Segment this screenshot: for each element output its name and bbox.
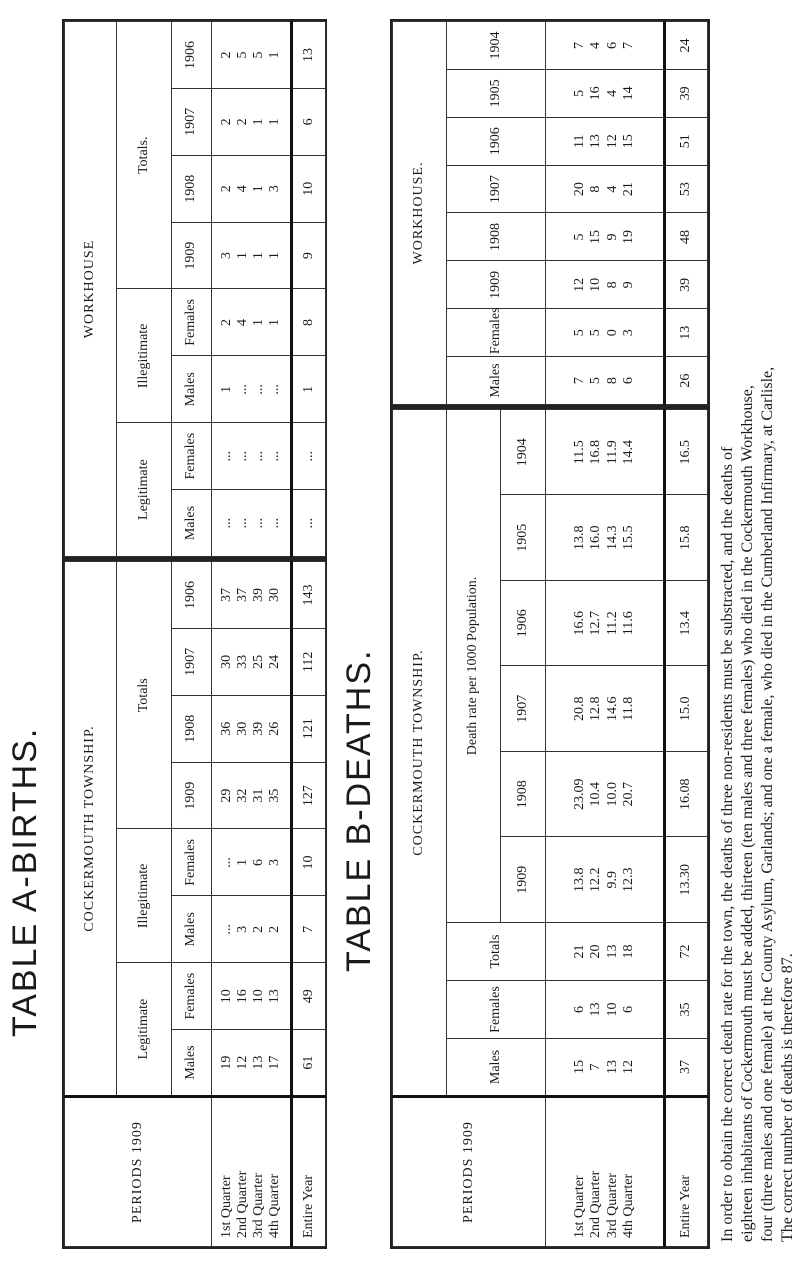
- males-cell: 15 7 13 12: [546, 1039, 665, 1097]
- year-header: 1904: [500, 410, 545, 496]
- entire-total-1907: 6: [292, 88, 326, 155]
- entire-rate-1904: 16.5: [664, 410, 707, 496]
- females-header: Females: [446, 981, 545, 1039]
- totals-header: Totals: [117, 562, 172, 830]
- entire-total-1907: 112: [292, 628, 326, 695]
- year-header: 1907: [446, 165, 545, 213]
- year-header: 1905: [500, 495, 545, 581]
- deaths-workhouse-table: [390, 19, 710, 407]
- entire-1907: 53: [664, 165, 707, 213]
- total-1908-cell: 2 4 1 3: [212, 155, 292, 222]
- illegitimate-females-cell: ... 1 6 3: [212, 829, 292, 896]
- males-cell: 7 5 8 6: [546, 357, 665, 405]
- year-header: 1909: [500, 837, 545, 923]
- totals-cell: 21 20 13 18: [546, 923, 665, 981]
- period-label: 1st Quarter: [218, 1175, 234, 1238]
- total-1906-cell: 2 5 5 1: [212, 22, 292, 89]
- year-1908-cell: 5 15 9 19: [546, 213, 665, 261]
- females-cell: 5 5 0 3: [546, 309, 665, 357]
- births-township-table: [62, 559, 327, 1249]
- entire-total-1906: 143: [292, 562, 326, 629]
- entire-males: 37: [664, 1039, 707, 1097]
- footnote-line: eighteen inhabitants of Cockermouth must be added, thirteen (ten males and three females) who died in the Cockermouth Workhouse,: [739, 385, 756, 1242]
- illegitimate-header: Illegitimate: [117, 289, 172, 423]
- entire-1905: 39: [664, 69, 707, 117]
- total-1907-cell: 2 2 1 1: [212, 88, 292, 155]
- entire-rate-1908: 16.08: [664, 752, 707, 838]
- entire-females: 35: [664, 981, 707, 1039]
- year-header: 1906: [500, 581, 545, 667]
- period-label: 2nd Quarter: [234, 1170, 250, 1238]
- footnote-line: In order to obtain the correct death rate for the town, the deaths of three non-residents must be substracted, and the deaths of: [719, 446, 736, 1242]
- rate-1906-cell: 16.6 12.7 11.2 11.6: [546, 581, 665, 667]
- deaths-township-table: [390, 407, 710, 1249]
- rate-1904-cell: 11.5 16.8 11.9 14.4: [546, 410, 665, 496]
- year-1904-cell: 7 4 6 7: [546, 22, 665, 70]
- rate-1907-cell: 20.8 12.8 14.6 11.8: [546, 666, 665, 752]
- females-header: Females: [446, 309, 545, 357]
- year-header: 1909: [446, 261, 545, 309]
- entire-ill-males: 1: [292, 356, 326, 423]
- footnote-line: four (three males and one female) at the County Asylum, Garlands; and one a female, who died in the Cumberland Infirmary, at Carlisle,: [759, 366, 776, 1242]
- females-header: Females: [172, 963, 212, 1030]
- entire-total-1909: 9: [292, 222, 326, 289]
- totals-header: Totals: [446, 923, 545, 981]
- males-header: Males: [446, 357, 545, 405]
- year-header: 1907: [172, 88, 212, 155]
- year-header: 1908: [172, 695, 212, 762]
- legitimate-males-cell: ... ... ... ...: [212, 490, 292, 557]
- death-rate-header: Death rate per 1000 Population.: [446, 410, 500, 923]
- legitimate-header: Legitimate: [117, 423, 172, 557]
- entire-year-label: Entire Year: [292, 1097, 326, 1247]
- year-1906-cell: 11 13 12 15: [546, 117, 665, 165]
- total-1909-cell: 3 1 1 1: [212, 222, 292, 289]
- year-header: 1906: [172, 562, 212, 629]
- males-header: Males: [172, 356, 212, 423]
- deaths-township-title: COCKERMOUTH TOWNSHIP.: [393, 410, 447, 1097]
- entire-females: 13: [664, 309, 707, 357]
- period-label: 1st Quarter: [572, 1175, 588, 1238]
- period-label: 2nd Quarter: [588, 1170, 604, 1238]
- entire-total-1909: 127: [292, 762, 326, 829]
- entire-1904: 24: [664, 22, 707, 70]
- footnote-line: The correct number of deaths is therefore 87.: [779, 953, 796, 1242]
- entire-ill-females: 8: [292, 289, 326, 356]
- table-b-title: TABLE B-DEATHS.: [340, 648, 378, 972]
- illegitimate-header: Illegitimate: [117, 829, 172, 963]
- periods-header: PERIODS 1909: [65, 1097, 212, 1247]
- entire-totals: 72: [664, 923, 707, 981]
- year-header: 1909: [172, 222, 212, 289]
- males-header: Males: [446, 1039, 545, 1097]
- illegitimate-males-cell: 1 ... ... ...: [212, 356, 292, 423]
- total-1909-cell: 29 32 31 35: [212, 762, 292, 829]
- entire-rate-1906: 13.4: [664, 581, 707, 667]
- rate-1905-cell: 13.8 16.0 14.3 15.5: [546, 495, 665, 581]
- females-header: Females: [172, 829, 212, 896]
- period-label: 4th Quarter: [620, 1173, 636, 1238]
- deaths-workhouse-title: WORKHOUSE.: [393, 22, 447, 405]
- entire-1909: 39: [664, 261, 707, 309]
- births-workhouse-title: WORKHOUSE: [65, 22, 117, 557]
- entire-leg-males: ...: [292, 490, 326, 557]
- legitimate-males-cell: 19 12 13 17: [212, 1030, 292, 1097]
- legitimate-females-cell: ... ... ... ...: [212, 423, 292, 490]
- total-1907-cell: 30 33 25 24: [212, 628, 292, 695]
- males-header: Males: [172, 1030, 212, 1097]
- total-1908-cell: 36 30 39 26: [212, 695, 292, 762]
- period-label: 3rd Quarter: [604, 1173, 620, 1238]
- year-header: 1905: [446, 69, 545, 117]
- year-header: 1907: [500, 666, 545, 752]
- periods-header: PERIODS 1909: [393, 1097, 546, 1247]
- entire-total-1908: 10: [292, 155, 326, 222]
- entire-ill-males: 7: [292, 896, 326, 963]
- legitimate-females-cell: 10 16 10 13: [212, 963, 292, 1030]
- period-label: 3rd Quarter: [251, 1173, 266, 1238]
- table-a-title: TABLE A-BIRTHS.: [6, 726, 44, 1037]
- entire-leg-females: 49: [292, 963, 326, 1030]
- year-header: 1909: [172, 762, 212, 829]
- illegitimate-males-cell: ... 3 2 2: [212, 896, 292, 963]
- year-header: 1908: [172, 155, 212, 222]
- entire-year-label: Entire Year: [664, 1097, 707, 1247]
- births-workhouse-table: [62, 19, 327, 559]
- total-1906-cell: 37 37 39 30: [212, 562, 292, 629]
- period-list: [546, 1097, 665, 1247]
- entire-rate-1905: 15.8: [664, 495, 707, 581]
- entire-leg-males: 61: [292, 1030, 326, 1097]
- males-header: Males: [172, 490, 212, 557]
- entire-total-1906: 13: [292, 22, 326, 89]
- rate-1908-cell: 23.09 10.4 10.0 20.7: [546, 752, 665, 838]
- males-header: Males: [172, 896, 212, 963]
- females-header: Females: [172, 423, 212, 490]
- entire-males: 26: [664, 357, 707, 405]
- year-header: 1906: [172, 22, 212, 89]
- legitimate-header: Legitimate: [117, 963, 172, 1097]
- rate-1909-cell: 13.8 12.2 9.9 12.3: [546, 837, 665, 923]
- year-header: 1907: [172, 628, 212, 695]
- year-1905-cell: 5 16 4 14: [546, 69, 665, 117]
- entire-rate-1909: 13.30: [664, 837, 707, 923]
- entire-leg-females: ...: [292, 423, 326, 490]
- entire-total-1908: 121: [292, 695, 326, 762]
- totals-header: Totals.: [117, 22, 172, 290]
- entire-1906: 51: [664, 117, 707, 165]
- year-1907-cell: 20 8 4 21: [546, 165, 665, 213]
- year-1909-cell: 12 10 8 9: [546, 261, 665, 309]
- entire-rate-1907: 15.0: [664, 666, 707, 752]
- year-header: 1906: [446, 117, 545, 165]
- year-header: 1908: [500, 752, 545, 838]
- illegitimate-females-cell: 2 4 1 1: [212, 289, 292, 356]
- footnote: [718, 367, 798, 1242]
- year-header: 1904: [446, 22, 545, 70]
- entire-ill-females: 10: [292, 829, 326, 896]
- year-header: 1908: [446, 213, 545, 261]
- period-list: [212, 1097, 292, 1247]
- females-cell: 6 13 10 6: [546, 981, 665, 1039]
- entire-1908: 48: [664, 213, 707, 261]
- births-township-title: COCKERMOUTH TOWNSHIP.: [65, 562, 117, 1097]
- period-label: 4th Quarter: [267, 1173, 283, 1238]
- females-header: Females: [172, 289, 212, 356]
